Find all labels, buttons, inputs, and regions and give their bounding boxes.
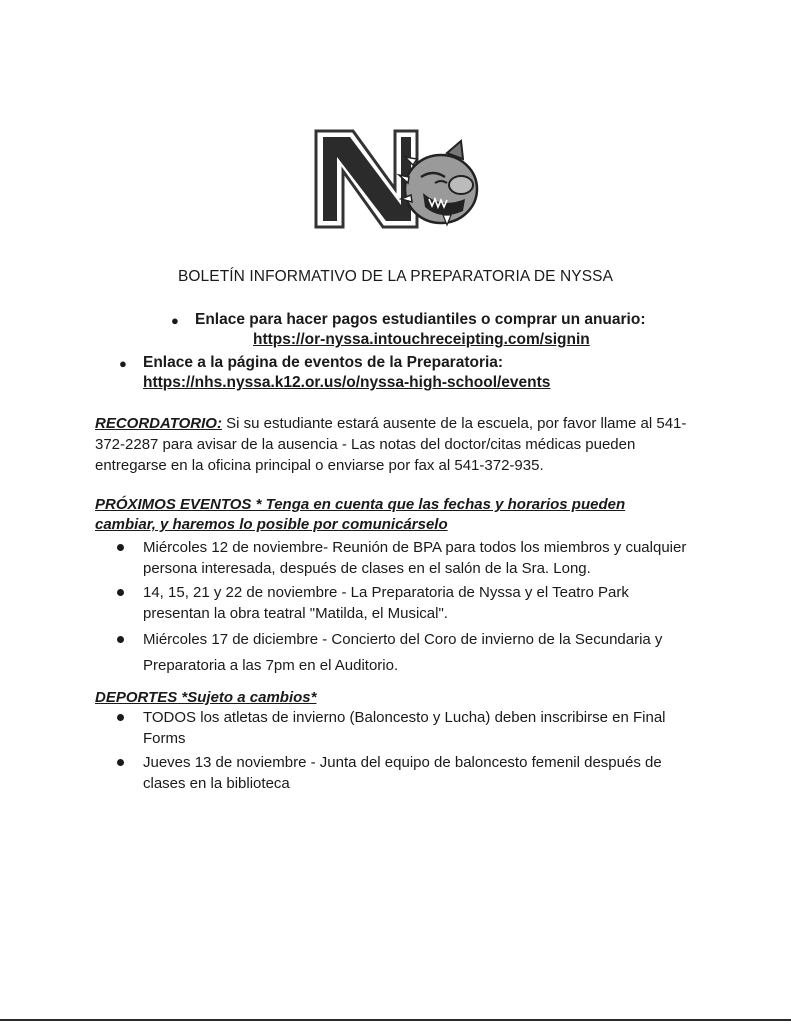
list-item [117, 582, 697, 624]
list-item [117, 752, 697, 794]
events-link[interactable]: https://nhs.nyssa.k12.or.us/o/nyssa-high-school/events [143, 374, 551, 391]
sports-text: TODOS los atletas de invierno (Baloncesto y Lucha) deben inscribirse en Final Forms [143, 709, 666, 747]
reminder-text: Si su estudiante estará ausente de la escuela, por favor llame al 541-372-2287 para avisar de la ausencia - Las notas del doctor/citas médicas pueden entregarse en la oficina principal o enviarse por fax al 541-372-935. [95, 415, 687, 474]
nyssa-bulldog-logo-icon [313, 127, 485, 231]
payments-link-label: Enlace para hacer pagos estudiantiles o comprar un anuario: [195, 311, 646, 328]
bullet-icon: ● [119, 356, 127, 371]
list-item [117, 627, 697, 679]
payments-link-block [171, 310, 755, 350]
reminder-heading: RECORDATORIO: [95, 415, 222, 432]
bullet-icon: ● [171, 313, 179, 328]
event-text: Miércoles 12 de noviembre- Reunión de BPA para todos los miembros y cualquier persona interesada, después de clases en el salón de la Sra. Long. [143, 539, 687, 577]
events-link-block [119, 353, 703, 393]
sports-list [117, 707, 697, 797]
list-item [117, 707, 697, 749]
bullet-icon [117, 714, 124, 721]
list-item [117, 537, 697, 579]
event-text: Miércoles 17 de diciembre - Concierto del Coro de invierno de la Secundaria y Preparatoria a las 7pm en el Auditorio. [143, 631, 663, 674]
reminder-paragraph [95, 413, 695, 476]
payments-link[interactable]: https://or-nyssa.intouchreceipting.com/signin [253, 331, 590, 348]
sports-text: Jueves 13 de noviembre - Junta del equipo de baloncesto femenil después de clases en la biblioteca [143, 754, 662, 792]
bullet-icon [117, 759, 124, 766]
newsletter-title: BOLETÍN INFORMATIVO DE LA PREPARATORIA DE NYSSA [177, 268, 614, 285]
bullet-icon [117, 544, 124, 551]
events-link-label: Enlace a la página de eventos de la Preparatoria: [143, 354, 504, 371]
events-heading: PRÓXIMOS EVENTOS * Tenga en cuenta que las fechas y horarios pueden cambiar, y haremos lo posible por comunicárselo [95, 496, 626, 533]
event-text: 14, 15, 21 y 22 de noviembre - La Preparatoria de Nyssa y el Teatro Park presentan la obra teatral "Matilda, el Musical". [143, 584, 629, 622]
bullet-icon [117, 589, 124, 596]
page-bottom-divider [0, 1019, 791, 1021]
bullet-icon [117, 636, 124, 643]
sports-heading: DEPORTES *Sujeto a cambios* [95, 689, 317, 706]
events-list [117, 537, 697, 682]
